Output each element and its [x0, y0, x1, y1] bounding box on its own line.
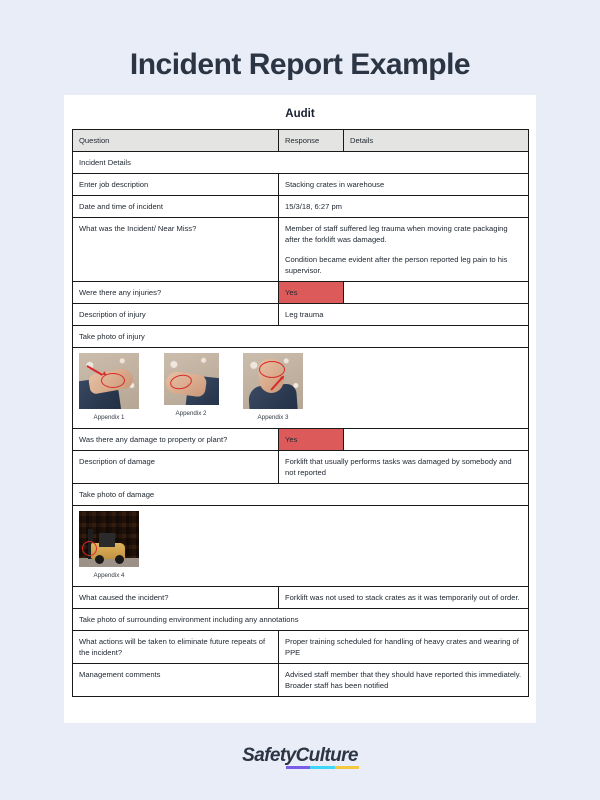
- photo-caption: Appendix 1: [93, 414, 125, 421]
- injury-photo-1: [79, 353, 139, 409]
- photo-caption: Appendix 3: [257, 414, 289, 421]
- logo-underline-cyan: [310, 766, 334, 769]
- table-row: [73, 196, 529, 218]
- logo-text-culture: Culture: [295, 745, 358, 766]
- table-row: [73, 608, 529, 630]
- table-row: [73, 428, 529, 450]
- details-cell: Proper training scheduled for handling of heavy crates and wearing of PPE: [279, 630, 529, 663]
- question-cell: Description of damage: [73, 450, 279, 483]
- table-row: [73, 218, 529, 282]
- question-cell: Was there any damage to property or plant?: [73, 428, 279, 450]
- photo-caption: Appendix 2: [175, 410, 207, 417]
- question-cell: What actions will be taken to eliminate future repeats of the incident?: [73, 630, 279, 663]
- table-row: [73, 586, 529, 608]
- question-cell: Date and time of incident: [73, 196, 279, 218]
- question-cell-take-photo-damage: Take photo of damage: [73, 483, 529, 505]
- damage-photo-1: [79, 511, 139, 567]
- photo-item: [243, 353, 303, 423]
- details-cell: [344, 282, 529, 304]
- table-row-photos-damage: [73, 505, 529, 586]
- details-cell: Forklift was not used to stack crates as it was temporarily out of order.: [279, 586, 529, 608]
- logo-text-safety: Safety: [242, 745, 296, 766]
- details-cell: 15/3/18, 6:27 pm: [279, 196, 529, 218]
- logo-underline-purple: [286, 766, 310, 769]
- logo-underline: [286, 766, 359, 769]
- table-row-photos-injury: [73, 348, 529, 429]
- safetyculture-logo: [242, 745, 358, 767]
- details-paragraph: Member of staff suffered leg trauma when moving crate packaging after the forklift was damaged.: [285, 224, 508, 244]
- page-title: Incident Report Example: [129, 48, 471, 81]
- table-row: [73, 450, 529, 483]
- question-cell-take-photo-environment: Take photo of surrounding environment including any annotations: [73, 608, 529, 630]
- logo-underline-yellow: [335, 766, 359, 769]
- audit-table: [72, 129, 529, 697]
- injury-photo-3: [243, 353, 303, 409]
- table-row-section-title: [73, 152, 529, 174]
- photo-item: [79, 353, 139, 423]
- question-cell: What was the Incident/ Near Miss?: [73, 218, 279, 282]
- damage-photo-strip: [73, 505, 529, 586]
- status-badge-yes: Yes: [279, 428, 344, 450]
- table-row: [73, 304, 529, 326]
- details-cell: Stacking crates in warehouse: [279, 174, 529, 196]
- table-header-row: [73, 130, 529, 152]
- column-header-response: Response: [279, 130, 344, 152]
- injury-photo-strip: [73, 348, 529, 429]
- forklift-wheel: [115, 555, 124, 564]
- details-paragraph: Condition became evident after the person reported leg pain to his supervisor.: [285, 255, 508, 275]
- photo-caption: Appendix 4: [93, 571, 125, 579]
- table-row: [73, 282, 529, 304]
- column-header-question: Question: [73, 130, 279, 152]
- question-cell: Description of injury: [73, 304, 279, 326]
- injury-photo-2: [164, 353, 219, 405]
- report-card: [64, 95, 536, 723]
- forklift-cab: [99, 533, 115, 547]
- status-badge-yes: Yes: [279, 282, 344, 304]
- column-header-details: Details: [344, 130, 529, 152]
- details-cell: Advised staff member that they should have reported this immediately. Broader staff has been notified: [279, 663, 529, 696]
- details-cell: [344, 428, 529, 450]
- table-row: [73, 630, 529, 663]
- footer-logo-wrap: [0, 745, 600, 767]
- annotation-circle-icon: [82, 541, 97, 556]
- question-cell: Management comments: [73, 663, 279, 696]
- audit-heading: Audit: [285, 108, 315, 120]
- question-cell-take-photo-injury: Take photo of injury: [73, 326, 529, 348]
- photo-item: [79, 511, 139, 581]
- photo-item: [161, 353, 221, 419]
- warehouse-floor: [79, 558, 139, 567]
- table-row: [73, 483, 529, 505]
- table-row: [73, 174, 529, 196]
- question-cell: What caused the incident?: [73, 586, 279, 608]
- question-cell: Were there any injuries?: [73, 282, 279, 304]
- question-cell: Enter job description: [73, 174, 279, 196]
- forklift-wheel: [95, 555, 104, 564]
- details-cell: Leg trauma: [279, 304, 529, 326]
- table-row: [73, 326, 529, 348]
- section-title-incident-details: Incident Details: [73, 152, 529, 174]
- table-row: [73, 663, 529, 696]
- details-cell: [279, 218, 529, 282]
- details-cell: Forklift that usually performs tasks was damaged by somebody and not reported: [279, 450, 529, 483]
